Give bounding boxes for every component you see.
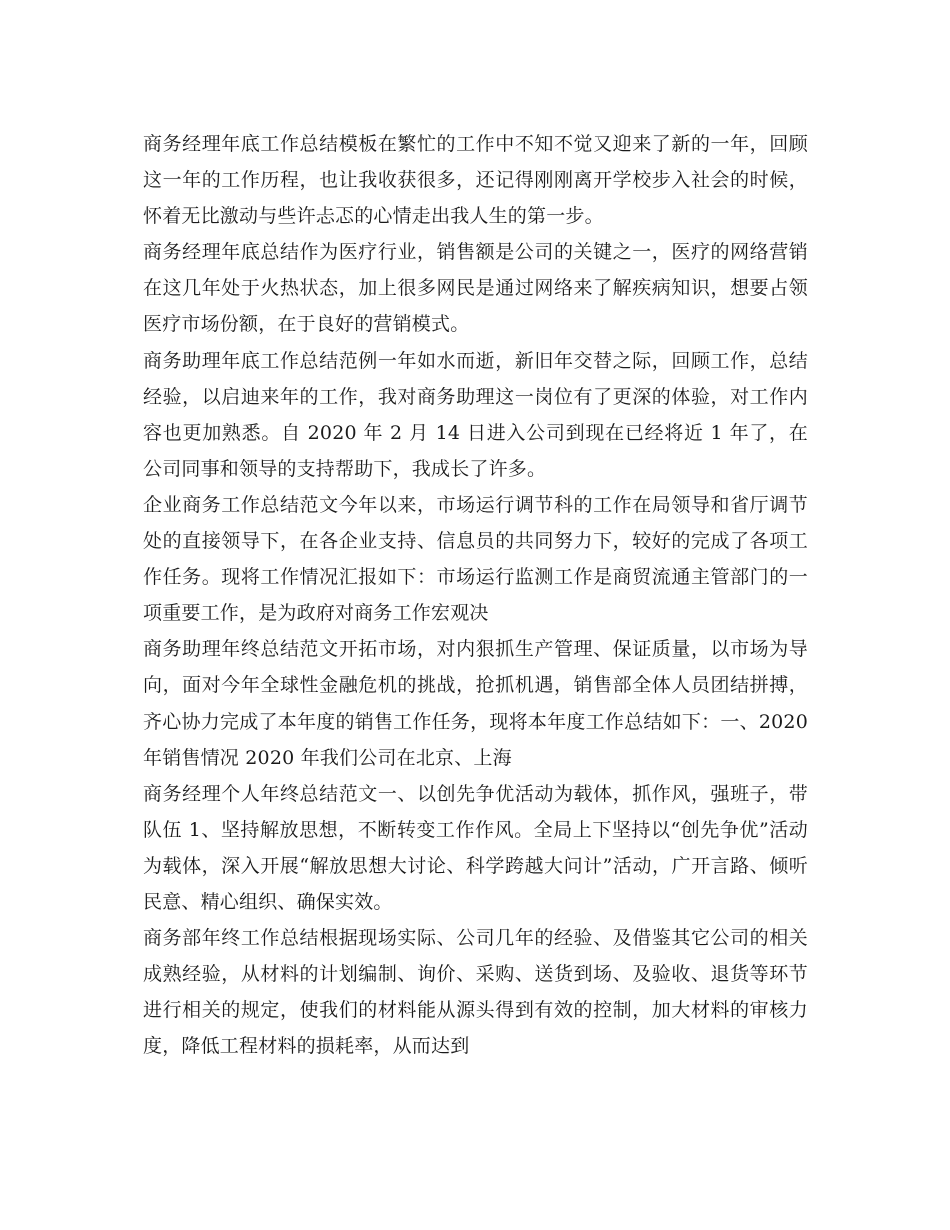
paragraph-1: 商务经理年底工作总结模板在繁忙的工作中不知不觉又迎来了新的一年，回顾这一年的工作历程，也让我收获很多，还记得刚刚离开学校步入社会的时候，怀着无比激动与些许忐忑的心情走出我人生的第一步。	[143, 133, 808, 228]
paragraph-4: 企业商务工作总结范文今年以来，市场运行调节科的工作在局领导和省厅调节处的直接领导下，在各企业支持、信息员的共同努力下，较好的完成了各项工作任务。现将工作情况汇报如下：市场运行监测工作是商贸流通主管部门的一项重要工作，是为政府对商务工作宏观决	[143, 493, 808, 625]
document-body	[143, 126, 808, 1064]
paragraph-6: 商务经理个人年终总结范文一、以创先争优活动为载体，抓作风，强班子，带队伍 1、坚持解放思想，不断转变工作作风。全局上下坚持以“创先争优”活动为载体，深入开展“解放思想大讨论、科学跨越大问计”活动，广开言路、倾听民意、精心组织、确保实效。	[143, 782, 808, 913]
paragraph-3: 商务助理年底工作总结范例一年如水而逝，新旧年交替之际，回顾工作，总结经验，以启迪来年的工作，我对商务助理这一岗位有了更深的体验，对工作内容也更加熟悉。自 2020 年 2 月 14 日进入公司到现在已经将近 1 年了，在公司同事和领导的支持帮助下，我成长了许多。	[143, 349, 808, 480]
paragraph-7: 商务部年终工作总结根据现场实际、公司几年的经验、及借鉴其它公司的相关成熟经验，从材料的计划编制、询价、采购、送货到场、及验收、退货等环节进行相关的规定，使我们的材料能从源头得到有效的控制，加大材料的审核力度，降低工程材料的损耗率，从而达到	[143, 927, 808, 1058]
paragraph-5: 商务助理年终总结范文开拓市场，对内狠抓生产管理、保证质量，以市场为导向，面对今年全球性金融危机的挑战，抢抓机遇，销售部全体人员团结拼搏，齐心协力完成了本年度的销售工作任务，现将本年度工作总结如下：一、2020 年销售情况 2020 年我们公司在北京、上海	[143, 638, 808, 769]
paragraph-2: 商务经理年底总结作为医疗行业，销售额是公司的关键之一，医疗的网络营销在这几年处于火热状态，加上很多网民是通过网络来了解疾病知识，想要占领医疗市场份额，在于良好的营销模式。	[143, 241, 808, 336]
